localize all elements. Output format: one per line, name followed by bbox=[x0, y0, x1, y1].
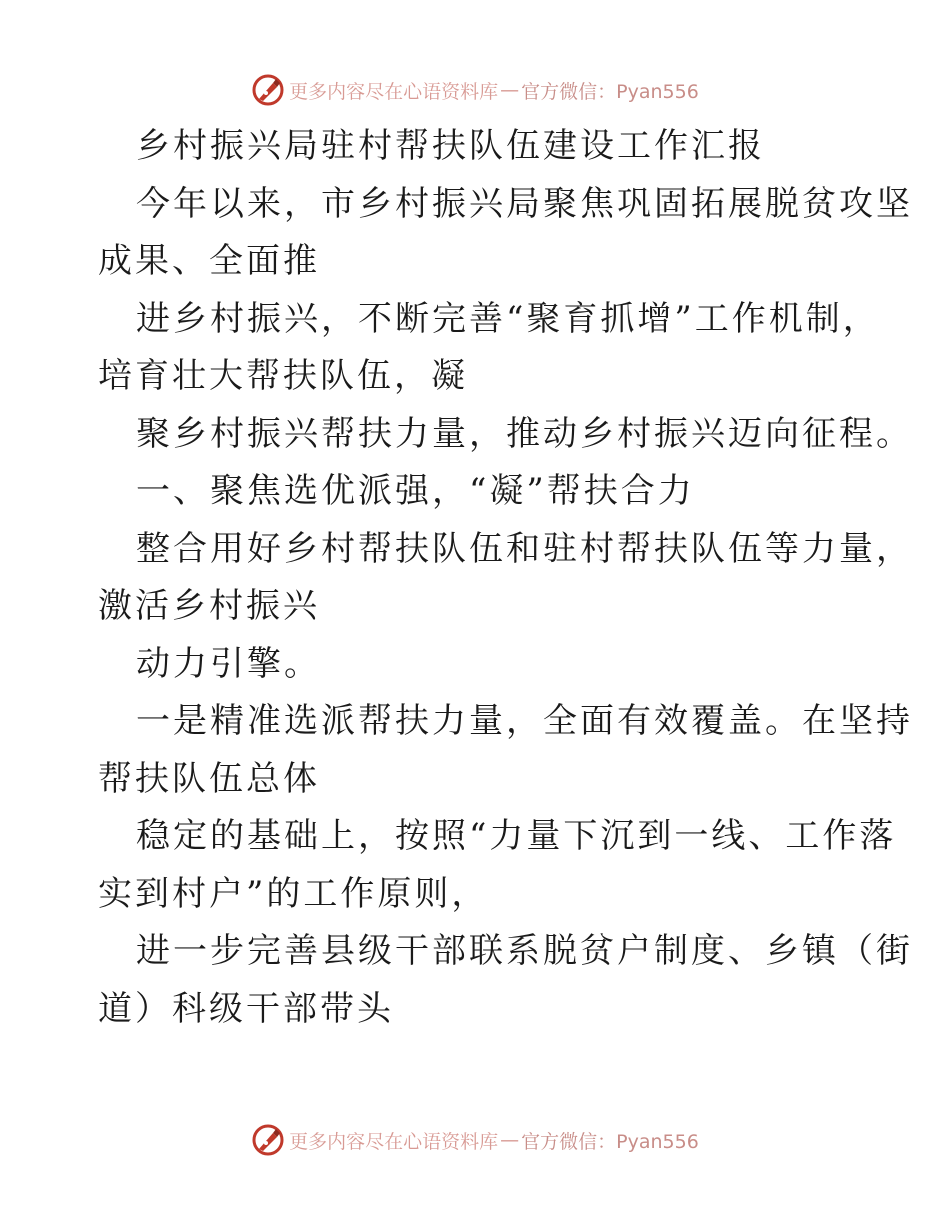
text-line: 进乡村振兴，不断完善“聚育抓增”工作机制， bbox=[136, 298, 880, 339]
banner-separator: — bbox=[500, 79, 520, 101]
text-line: 聚乡村振兴帮扶力量，推动乡村振兴迈向征程。 bbox=[136, 413, 913, 454]
footer-banner bbox=[0, 1120, 950, 1160]
text-line: 道）科级干部带头 bbox=[98, 988, 394, 1029]
banner-wechat: 官方微信：Pyan556 bbox=[521, 1130, 699, 1153]
pen-nib-logo-icon bbox=[251, 1123, 285, 1157]
section-heading: 一、聚焦选优派强，“凝”帮扶合力 bbox=[136, 471, 695, 511]
text-line: 成果、全面推 bbox=[98, 241, 320, 281]
banner-text: 更多内容尽在心语资料库 bbox=[289, 80, 499, 103]
text-line: 稳定的基础上，按照“力量下沉到一线、工作落 bbox=[136, 816, 897, 856]
banner-wechat: 官方微信：Pyan556 bbox=[521, 80, 699, 103]
header-banner bbox=[0, 70, 950, 110]
banner-separator: — bbox=[500, 1129, 520, 1151]
document-body bbox=[98, 118, 913, 1038]
banner-text: 更多内容尽在心语资料库 bbox=[289, 1130, 499, 1153]
text-line: 进一步完善县级干部联系脱贫户制度、乡镇（街 bbox=[136, 931, 913, 971]
text-line: 一是精准选派帮扶力量，全面有效覆盖。在坚持 bbox=[136, 701, 913, 741]
text-line: 帮扶队伍总体 bbox=[98, 758, 320, 799]
text-line: 实到村户”的工作原则， bbox=[98, 873, 489, 914]
text-line: 今年以来，市乡村振兴局聚焦巩固拓展脱贫攻坚 bbox=[136, 183, 913, 224]
pen-nib-logo-icon bbox=[251, 73, 285, 107]
text-line: 整合用好乡村帮扶队伍和驻村帮扶队伍等力量， bbox=[136, 528, 913, 569]
document-title: 乡村振兴局驻村帮扶队伍建设工作汇报 bbox=[136, 126, 765, 166]
text-line: 激活乡村振兴 bbox=[98, 586, 320, 626]
text-line: 培育壮大帮扶队伍，凝 bbox=[98, 356, 468, 396]
text-line: 动力引擎。 bbox=[136, 643, 321, 684]
